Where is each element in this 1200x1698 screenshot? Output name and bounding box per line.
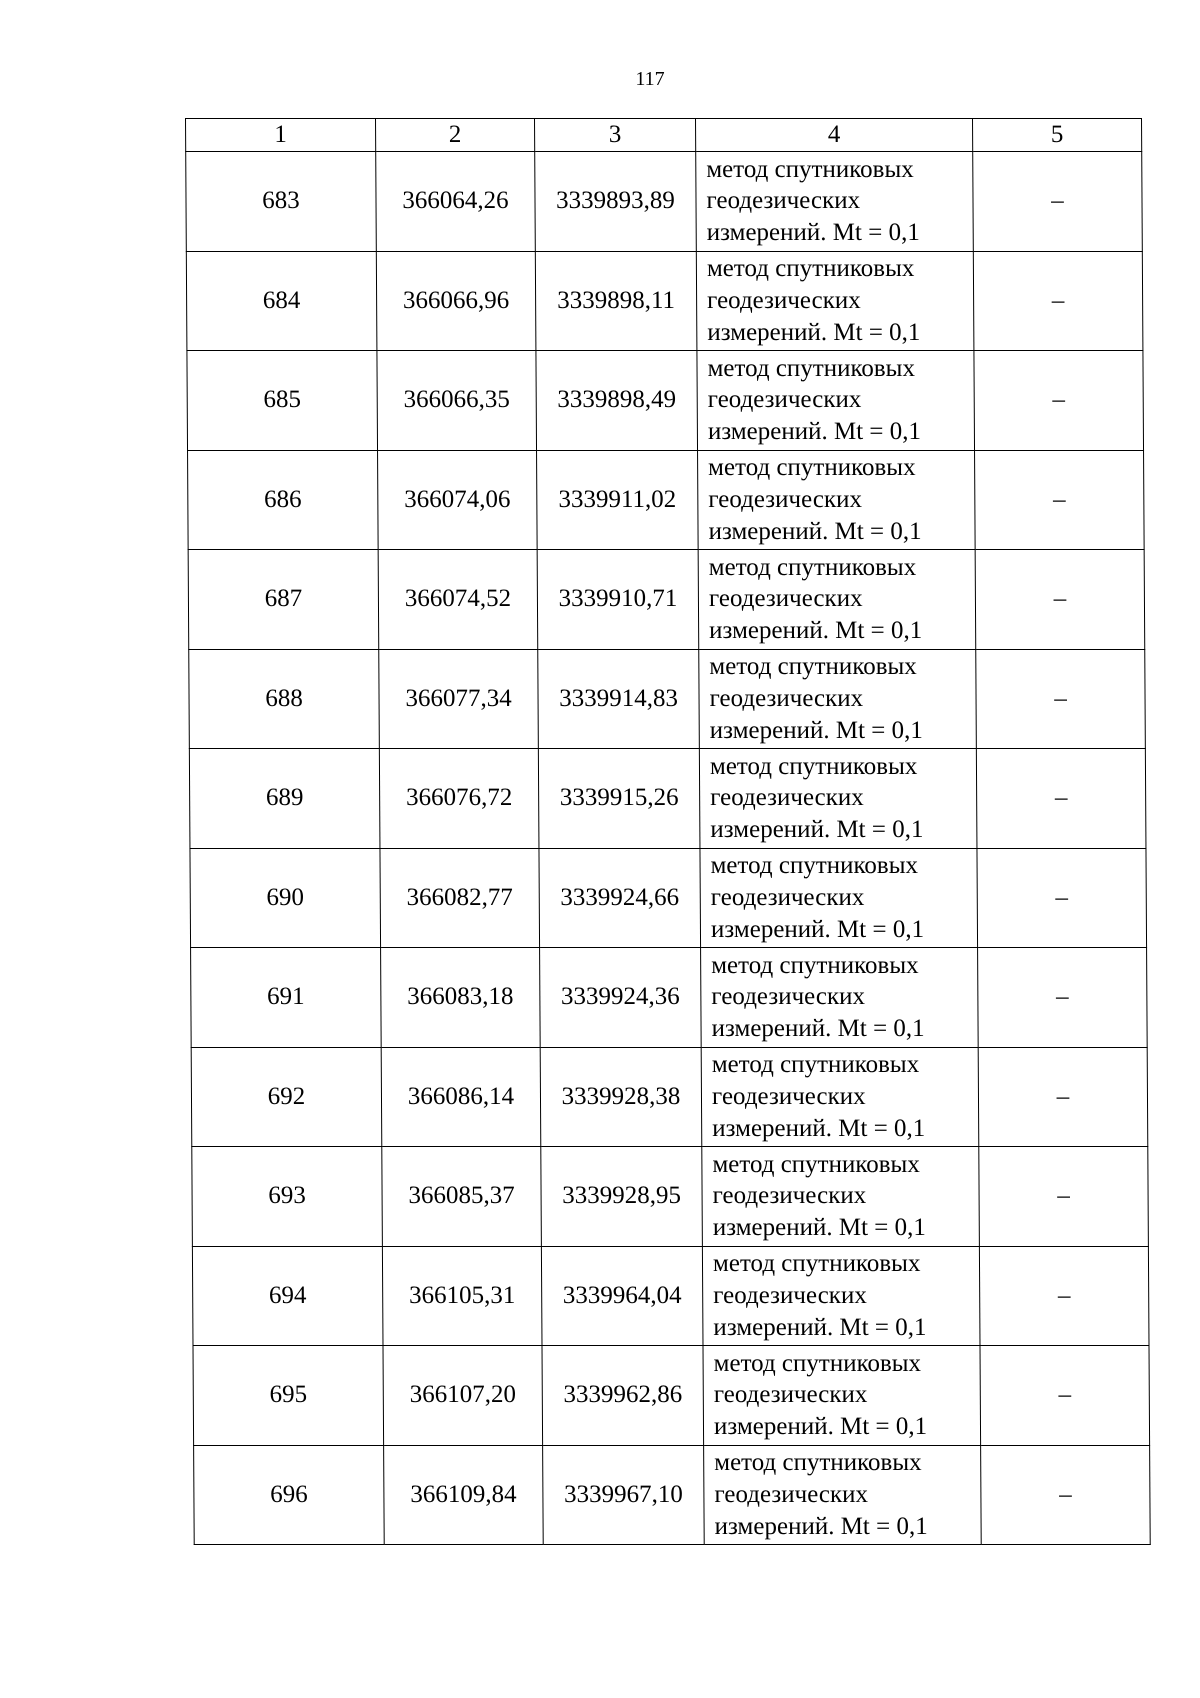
page-number: 117 (635, 68, 665, 90)
point-number-cell: 685 (187, 351, 378, 451)
method-line: геодезических (707, 386, 862, 414)
y-coordinate-cell: 3339910,71 (537, 550, 699, 650)
method-line: геодезических (711, 983, 866, 1011)
method-line: метод спутниковых (706, 255, 915, 283)
column-header: 5 (973, 119, 1142, 152)
table-row (191, 1047, 1148, 1147)
y-coordinate-cell: 3339914,83 (538, 649, 700, 749)
x-coordinate-cell: 366076,72 (379, 749, 539, 849)
y-coordinate-cell: 3339911,02 (537, 450, 699, 550)
x-coordinate-cell: 366066,35 (377, 351, 537, 451)
x-coordinate-cell: 366074,52 (378, 550, 538, 650)
method-line: метод спутниковых (707, 354, 916, 382)
x-coordinate-cell: 366083,18 (381, 948, 541, 1048)
method-line: геодезических (710, 883, 865, 911)
x-coordinate-cell: 366107,20 (383, 1346, 543, 1446)
method-line: измерений. Mt = 0,1 (707, 418, 922, 446)
table-row (189, 649, 1146, 749)
method-cell (697, 351, 975, 451)
note-cell: – (973, 251, 1143, 351)
method-line: измерений. Mt = 0,1 (707, 318, 921, 346)
method-cell (699, 649, 977, 749)
y-coordinate-cell: 3339893,89 (535, 152, 697, 252)
y-coordinate-cell: 3339898,49 (536, 351, 698, 451)
column-header: 2 (376, 119, 535, 152)
table-row (194, 1445, 1151, 1545)
method-line: измерений. Mt = 0,1 (709, 716, 923, 744)
x-coordinate-cell: 366077,34 (379, 649, 539, 749)
table-row (186, 152, 1143, 252)
column-header: 4 (696, 119, 973, 152)
y-coordinate-cell: 3339964,04 (541, 1246, 703, 1346)
method-cell (703, 1346, 981, 1446)
method-cell (699, 749, 977, 849)
method-line: геодезических (714, 1480, 869, 1508)
point-number-cell: 691 (191, 948, 382, 1048)
table-row (193, 1346, 1150, 1446)
y-coordinate-cell: 3339915,26 (538, 749, 700, 849)
x-coordinate-cell: 366109,84 (384, 1445, 544, 1545)
note-cell: – (976, 749, 1146, 849)
method-line: геодезических (706, 187, 861, 215)
point-number-cell: 686 (188, 450, 379, 550)
method-line: измерений. Mt = 0,1 (710, 816, 924, 844)
method-line: измерений. Mt = 0,1 (708, 517, 922, 545)
table-row (190, 848, 1147, 948)
method-line: метод спутниковых (712, 1250, 921, 1278)
note-cell: – (977, 848, 1147, 948)
point-number-cell: 693 (192, 1147, 383, 1247)
method-line: метод спутниковых (709, 653, 917, 681)
method-cell (698, 450, 976, 550)
y-coordinate-cell: 3339928,38 (540, 1047, 702, 1147)
point-number-cell: 689 (189, 749, 380, 849)
point-number-cell: 684 (186, 251, 377, 351)
table-header-row (186, 119, 1142, 152)
y-coordinate-cell: 3339928,95 (541, 1147, 703, 1247)
point-number-cell: 683 (186, 152, 377, 252)
point-number-cell: 692 (191, 1047, 382, 1147)
method-line: измерений. Mt = 0,1 (710, 915, 925, 943)
coordinates-table (185, 118, 1151, 1545)
point-number-cell: 688 (189, 649, 380, 749)
x-coordinate-cell: 366064,26 (376, 152, 536, 252)
method-cell (701, 948, 979, 1048)
note-cell: – (981, 1445, 1151, 1545)
method-cell (701, 1047, 979, 1147)
method-cell (698, 550, 976, 650)
method-cell (702, 1246, 980, 1346)
table-row (189, 749, 1146, 849)
method-line: метод спутниковых (710, 852, 919, 880)
method-cell (700, 848, 978, 948)
y-coordinate-cell: 3339924,66 (539, 848, 701, 948)
method-line: измерений. Mt = 0,1 (712, 1114, 926, 1142)
note-cell: – (975, 450, 1145, 550)
table-row (188, 450, 1145, 550)
x-coordinate-cell: 366074,06 (378, 450, 538, 550)
point-number-cell: 695 (193, 1346, 384, 1446)
coordinates-table-container (185, 118, 1151, 1545)
table-row (192, 1246, 1149, 1346)
table-row (191, 948, 1148, 1048)
table-row (187, 351, 1144, 451)
x-coordinate-cell: 366086,14 (381, 1047, 541, 1147)
x-coordinate-cell: 366066,96 (376, 251, 536, 351)
x-coordinate-cell: 366082,77 (380, 848, 540, 948)
method-line: метод спутниковых (712, 1150, 920, 1178)
note-cell: – (979, 1246, 1149, 1346)
method-line: метод спутниковых (713, 1349, 922, 1377)
note-cell: – (978, 1047, 1148, 1147)
method-line: геодезических (713, 1381, 868, 1409)
method-line: геодезических (709, 684, 864, 712)
method-line: метод спутниковых (706, 155, 914, 183)
method-line: геодезических (708, 585, 863, 613)
method-line: метод спутниковых (711, 1051, 920, 1079)
note-cell: – (979, 1147, 1149, 1247)
note-cell: – (976, 649, 1146, 749)
table-row (186, 251, 1143, 351)
column-header: 3 (535, 119, 696, 152)
method-line: геодезических (707, 286, 861, 314)
method-line: измерений. Mt = 0,1 (712, 1214, 926, 1242)
method-line: геодезических (710, 784, 864, 812)
point-number-cell: 690 (190, 848, 381, 948)
method-line: измерений. Mt = 0,1 (709, 617, 923, 645)
y-coordinate-cell: 3339967,10 (543, 1445, 705, 1545)
x-coordinate-cell: 366085,37 (382, 1147, 542, 1247)
method-line: метод спутниковых (708, 553, 917, 581)
method-line: измерений. Mt = 0,1 (713, 1313, 927, 1341)
y-coordinate-cell: 3339924,36 (540, 948, 702, 1048)
method-line: измерений. Mt = 0,1 (711, 1015, 925, 1043)
note-cell: – (974, 351, 1144, 451)
method-line: метод спутниковых (708, 454, 916, 482)
y-coordinate-cell: 3339962,86 (542, 1346, 704, 1446)
column-header: 1 (186, 119, 376, 152)
method-cell (702, 1147, 980, 1247)
method-line: геодезических (708, 485, 863, 513)
method-cell (696, 152, 974, 252)
x-coordinate-cell: 366105,31 (382, 1246, 542, 1346)
point-number-cell: 696 (194, 1445, 385, 1545)
method-line: измерений. Mt = 0,1 (714, 1512, 928, 1540)
method-line: метод спутниковых (711, 951, 919, 979)
method-line: измерений. Mt = 0,1 (706, 219, 920, 247)
note-cell: – (978, 948, 1148, 1048)
table-row (188, 550, 1145, 650)
method-line: метод спутниковых (709, 752, 918, 780)
method-line: геодезических (713, 1281, 867, 1309)
note-cell: – (975, 550, 1145, 650)
point-number-cell: 694 (192, 1246, 383, 1346)
method-line: метод спутниковых (714, 1449, 922, 1477)
method-cell (704, 1445, 982, 1545)
table-body (186, 152, 1151, 1545)
note-cell: – (973, 152, 1143, 252)
table-row (192, 1147, 1149, 1247)
y-coordinate-cell: 3339898,11 (535, 251, 697, 351)
point-number-cell: 687 (188, 550, 379, 650)
note-cell: – (980, 1346, 1150, 1446)
method-line: геодезических (711, 1082, 866, 1110)
method-line: геодезических (712, 1182, 867, 1210)
method-cell (696, 251, 974, 351)
method-line: измерений. Mt = 0,1 (713, 1413, 928, 1441)
